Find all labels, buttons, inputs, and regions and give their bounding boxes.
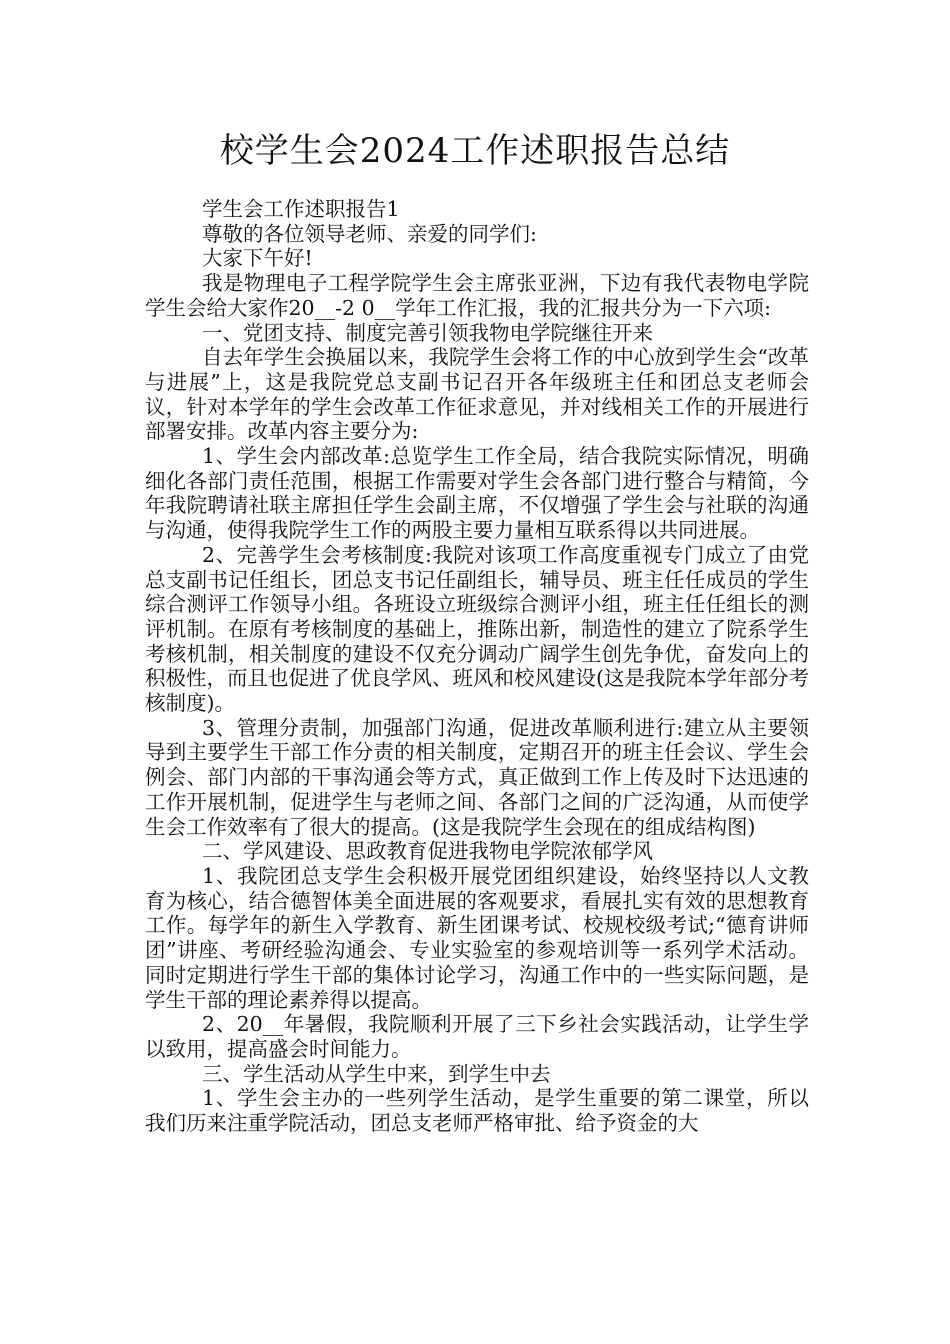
paragraph-reform-item-2: 2、完善学生会考核制度:我院对该项工作高度重视专门成立了由党总支副书记任组长，团总支书记任副组长，辅导员、班主任任成员的学生综合测评工作领导小组。各班设立班级综合测评小组，班主任任组长的测评机制。在原有考核制度的基础上，推陈出新，制造性的建立了院系学生考核机制，相关制度的建设不仅充分调动广阔学生创先争优，奋发向上的积极性，而且也促进了优良学风、班风和校风建设(这是我院本学年部分考核制度)。 — [145, 542, 809, 716]
paragraph-reform-item-3: 3、管理分责制，加强部门沟通，促进改革顺利进行:建立从主要领导到主要学生干部工作分责的相关制度，定期召开的班主任会议、学生会例会、部门内部的干事沟通会等方式，真正做到工作上传及时下达迅速的工作开展机制，促进学生与老师之间、各部门之间的广泛沟通，从而使学生会工作效率有了很大的提高。(这是我院学生会现在的组成结构图) — [145, 715, 809, 839]
paragraph-salutation: 尊敬的各位领导老师、亲爱的同学们: — [202, 221, 537, 246]
section-heading-1: 一、党团支持、制度完善引领我物电学院继往开来 — [202, 320, 653, 345]
paragraph-introduction: 我是物理电子工程学院学生会主席张亚洲，下边有我代表物电学院学生会给大家作20__-2 0__学年工作汇报，我的汇报共分为一下六项: — [145, 271, 809, 320]
paragraph-reform-overview: 自去年学生会换届以来，我院学生会将工作的中心放到学生会“改革与进展”上，这是我院党总支副书记召开各年级班主任和团总支老师会议，针对本学年的学生会改革工作征求意见，并对线相关工作的开展进行部署安排。改革内容主要分为: — [145, 345, 809, 444]
section-heading-3: 三、学生活动从学生中来，到学生中去 — [202, 1061, 551, 1086]
paragraph-greeting: 大家下午好! — [202, 246, 313, 271]
section-heading-2: 二、学风建设、思政教育促进我物电学院浓郁学风 — [202, 839, 653, 864]
document-title: 校学生会2024工作述职报告总结 — [219, 131, 731, 171]
paragraph-reform-item-1: 1、学生会内部改革:总览学生工作全局，结合我院实际情况，明确细化各部门责任范围，根据工作需要对学生会各部门进行整合与精简，今年我院聘请社联主席担任学生会副主席，不仅增强了学生会与社联的沟通与沟通，使得我院学生工作的两股主要力量相互联系得以共同进展。 — [145, 444, 809, 543]
paragraph-study-item-2: 2、20__年暑假，我院顺利开展了三下乡社会实践活动，让学生学以致用，提高盛会时间能力。 — [145, 1012, 809, 1061]
paragraph-study-item-1: 1、我院团总支学生会积极开展党团组织建设，始终坚持以人文教育为核心，结合德智体美全面进展的客观要求，看展扎实有效的思想教育工作。每学年的新生入学教育、新生团课考试、校规校级考试;“德育讲师团”讲座、考研经验沟通会、专业实验室的参观培训等一系列学术活动。同时定期进行学生干部的集体讨论学习，沟通工作中的一些实际问题，是学生干部的理论素养得以提高。 — [145, 863, 809, 1012]
paragraph-activity-item-1: 1、学生会主办的一些列学生活动，是学生重要的第二课堂，所以我们历来注重学院活动，团总支老师严格审批、给予资金的大 — [145, 1086, 809, 1136]
paragraph-report-heading: 学生会工作述职报告1 — [202, 197, 400, 221]
document-body — [145, 197, 809, 1136]
